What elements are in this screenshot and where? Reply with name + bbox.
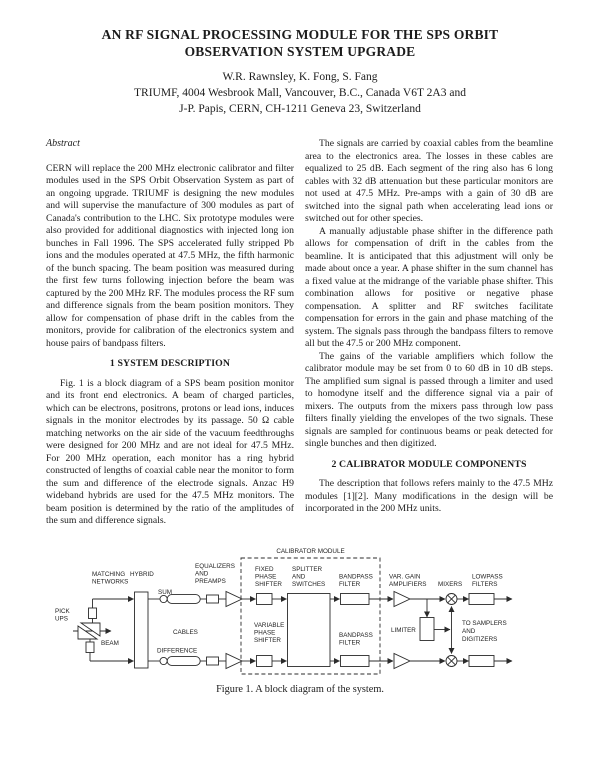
label-equalizers-1: EQUALIZERS bbox=[195, 563, 235, 570]
label-mixers: MIXERS bbox=[438, 581, 463, 588]
label-difference: DIFFERENCE bbox=[157, 647, 198, 655]
label-fixed-1: FIXED bbox=[255, 566, 274, 573]
label-tosamplers-2: AND bbox=[462, 628, 476, 635]
section-1-heading: 1 SYSTEM DESCRIPTION bbox=[109, 358, 231, 369]
label-splitter-2: AND bbox=[292, 573, 306, 581]
lowpass-filter-diff-box bbox=[469, 656, 494, 667]
label-equalizers-2: AND bbox=[195, 570, 209, 578]
label-cables: CABLES bbox=[173, 629, 198, 636]
label-fixed-2: PHASE bbox=[255, 573, 277, 581]
system-block-diagram bbox=[45, 545, 555, 677]
label-bandpass-top-1: BANDPASS bbox=[339, 573, 373, 581]
abstract-paragraph: CERN will replace the 200 MHz electronic calibrator and filter modules used in the SPS Orbit Observation System as part of an ongoing upgrade. TRIUMF is designing the new modules and will supervise the manufacture of 300 modules as part of Canada's contribution to the LHC. Six prototype modules were also provided for additional diagnostics with injected long ion bunches in Fall 1996. The SPS accelerated fully stripped Pb ions and the modules operated at 47.5 MHz, the fifth harmonic of the bunch spacing. The beam position was measured during the first few turns following injection before the beam was captured by the 200 MHz RF. The modules process the RF sum and difference signals from the beam position monitors. They allow for compensation of phase drift in the cables from the monitors, provide for calibration of the electronics system and house pairs of bandpass filters. bbox=[46, 162, 294, 349]
label-pickups-2: UPS bbox=[55, 615, 68, 623]
matching-network-lower bbox=[86, 642, 94, 653]
cable-connector-sum bbox=[160, 595, 167, 602]
var-gain-amp-sum bbox=[394, 592, 410, 607]
bandpass-filter-diff-box bbox=[341, 656, 370, 667]
hybrid-box bbox=[135, 592, 149, 668]
paper-title bbox=[0, 26, 600, 60]
label-matching-1: MATCHING bbox=[92, 571, 126, 578]
equalizer-diff bbox=[207, 657, 219, 665]
splitter-switches-box bbox=[288, 594, 331, 667]
label-equalizers-3: PREAMPS bbox=[195, 578, 226, 585]
title-line-1: AN RF SIGNAL PROCESSING MODULE FOR THE SPS ORBIT bbox=[101, 27, 499, 42]
label-lowpass-2: FILTERS bbox=[472, 581, 498, 588]
label-fixed-3: SHIFTER bbox=[255, 581, 282, 588]
title-line-2: OBSERVATION SYSTEM UPGRADE bbox=[184, 44, 416, 59]
label-splitter-1: SPLITTER bbox=[292, 566, 323, 573]
equalizer-sum bbox=[207, 595, 219, 603]
right-column bbox=[305, 138, 553, 528]
label-variable-2: PHASE bbox=[254, 629, 276, 637]
variable-phase-shifter-box bbox=[257, 656, 273, 667]
label-variable-3: SHIFTER bbox=[254, 637, 281, 644]
label-pickups-1: PICK bbox=[55, 608, 70, 615]
label-tosamplers-1: TO SAMPLERS bbox=[462, 620, 507, 627]
label-hybrid: HYBRID bbox=[130, 571, 154, 578]
section-1-paragraph-3: A manually adjustable phase shifter in the difference path allows for compensation of drift in the cables from the beamline. It is anticipated that this adjustment will only be made about once a year. A phase shifter in the sum channel has a fixed value at the midrange of the variable phase shifter. This combination allows for positive or negative phase compensation. A splitter and RF switches facilitate compensation for errors in the gain and phase matching of the system. The signals pass through the bandpass filters to remove all but the 47.5 or 200 MHz component. bbox=[305, 225, 553, 349]
preamp-diff bbox=[226, 654, 242, 669]
limiter-box bbox=[420, 618, 434, 641]
left-column bbox=[46, 138, 294, 528]
label-beam: BEAM bbox=[101, 640, 119, 647]
figure-1 bbox=[45, 545, 555, 695]
abstract-heading: Abstract bbox=[46, 138, 80, 149]
label-bandpass-bot-2: FILTER bbox=[339, 639, 361, 647]
cable-connector-diff bbox=[160, 657, 167, 664]
section-1-paragraph-1: Fig. 1 is a block diagram of a SPS beam position monitor and its front end electronics. A beam of charged particles, which can be electrons, positrons, protons or lead ions, induces signals in the monitor electrodes by its passage. 50 Ω cable matching networks on the air side of the vacuum feedthroughs were designed for 200 MHz and are not ideal for 47.5 MHz. For 200 MHz operation, each monitor has a ring hybrid constructed of lengths of coaxial cable near the monitor to form the sum and difference of the electrode signals. Anzac H9 wideband hybrids are used for the 47.5 MHz monitors. The beam position is determined by the ratio of the amplitudes of the sum and difference signals. bbox=[46, 377, 294, 526]
section-1-paragraph-4: The gains of the variable amplifiers which follow the calibrator module may be set from 0 to 60 dB in 10 dB steps. The amplified sum signal is passed through a limiter and used to homodyne itself and the difference signal via a pair of mixers. The outputs from the mixers pass through low pass filters finally yielding the envelopes of the two signals. These signals are sampled for continuous beams or peak detected for single bunches and then digitized. bbox=[305, 350, 553, 449]
fixed-phase-shifter-box bbox=[257, 594, 273, 605]
preamp-sum bbox=[226, 592, 242, 607]
cable-sum bbox=[167, 595, 200, 604]
var-gain-amp-diff bbox=[394, 654, 410, 669]
label-limiter: LIMITER bbox=[391, 627, 416, 634]
section-1-paragraph-2: The signals are carried by coaxial cables from the beamline area to the electronics area. The losses in these cables are equalized to 25 dB. Each segment of the ring also has 6 long cables with 32 dB attenuation but these particular monitors are not used at 47.5 MHz. Pre-amps with a gain of 30 dB are switched into the signal path when accelerating lead ions or switched out for other species. bbox=[305, 138, 553, 224]
affiliation-line-2: J-P. Papis, CERN, CH-1211 Geneva 23, Switzerland bbox=[179, 103, 421, 115]
matching-network-upper bbox=[89, 608, 97, 619]
label-vargain-2: AMPLIFIERS bbox=[389, 581, 427, 588]
label-calibrator-module: CALIBRATOR MODULE bbox=[276, 548, 345, 555]
label-lowpass-1: LOWPASS bbox=[472, 573, 503, 581]
section-2-heading: 2 CALIBRATOR MODULE COMPONENTS bbox=[331, 458, 527, 470]
label-variable-1: VARIABLE bbox=[254, 622, 285, 629]
label-bandpass-top-2: FILTER bbox=[339, 581, 361, 588]
two-column-body bbox=[0, 138, 600, 528]
label-bandpass-bot-1: BANDPASS bbox=[339, 632, 373, 639]
label-sum: SUM bbox=[158, 589, 172, 596]
label-splitter-3: SWITCHES bbox=[292, 581, 326, 588]
cable-diff bbox=[167, 657, 200, 666]
lowpass-filter-sum-box bbox=[469, 594, 494, 605]
bandpass-filter-sum-box bbox=[341, 594, 370, 605]
label-vargain-1: VAR. GAIN bbox=[389, 573, 421, 581]
label-matching-2: NETWORKS bbox=[92, 578, 129, 586]
authors-line: W.R. Rawnsley, K. Fong, S. Fang bbox=[222, 71, 378, 83]
figure-caption: Figure 1. A block diagram of the system. bbox=[216, 684, 384, 695]
section-2-paragraph-1: The description that follows refers mainly to the 47.5 MHz modules [1][2]. Many modifications in the design will be incorporated in the 200 MHz units. bbox=[305, 478, 553, 514]
affiliation-line-1: TRIUMF, 4004 Wesbrook Mall, Vancouver, B.C., Canada V6T 2A3 and bbox=[134, 87, 466, 99]
paper-header bbox=[0, 0, 600, 115]
label-tosamplers-3: DIGITIZERS bbox=[462, 636, 498, 643]
